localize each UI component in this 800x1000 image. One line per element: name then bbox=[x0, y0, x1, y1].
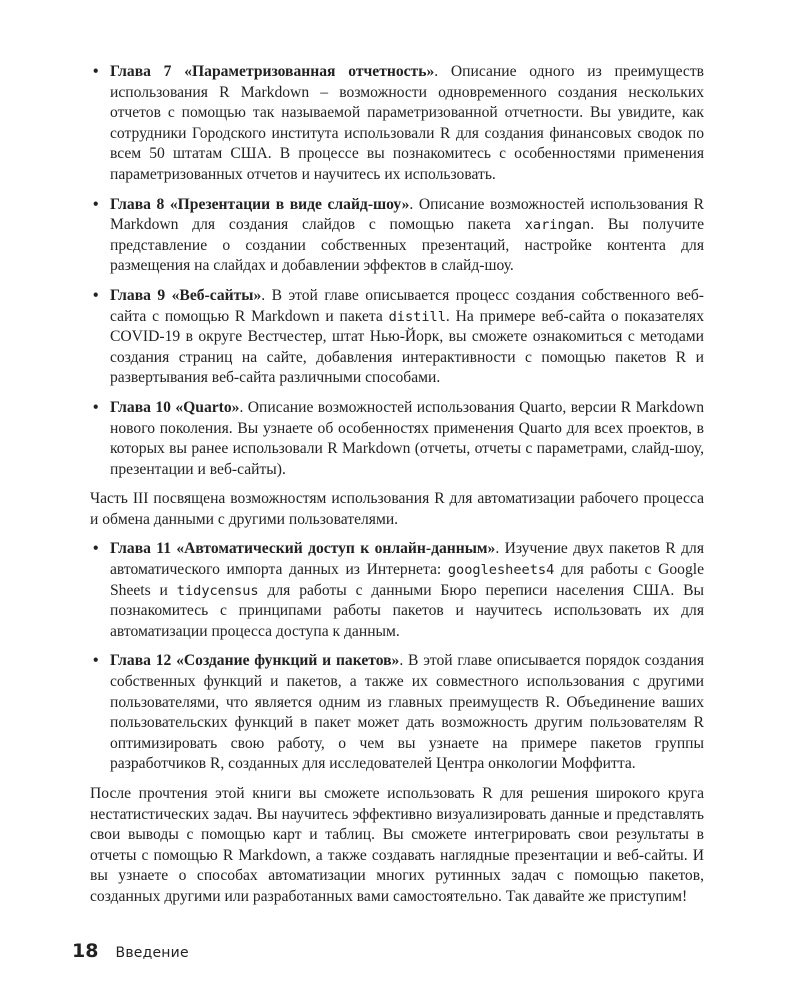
page-body bbox=[90, 62, 704, 917]
chapter-description: . Описание возможностей использования R Markdown для создания слайдов с помощью пакета bbox=[110, 195, 705, 234]
chapter-title: Глава 8 «Презентации в виде слайд-шоу» bbox=[110, 195, 410, 213]
chapter-item-12 bbox=[90, 651, 704, 775]
package-name: googlesheets4 bbox=[447, 562, 555, 579]
chapter-item-7 bbox=[90, 62, 704, 186]
chapter-description: . В этой главе описывается порядок создания собственных функций и пакетов, а также их совместного использования с другими пользователями, что является одним из главных преимуществ R. Объединение ваших пользовательских функций в пакет может дать возможность другим пользователям R оптимизировать свою работу, о чем вы узнаете на примере пакетов группы разработчиков R, созданных для исследователей Центра онкологии Моффитта. bbox=[110, 652, 704, 773]
chapter-description: для работы с Google Sheets и bbox=[110, 561, 704, 599]
running-section-title: Введение bbox=[115, 945, 189, 961]
conclusion-paragraph: После прочтения этой книги вы сможете использовать R для решения широкого круга нестатистических задач. Вы научитесь эффективно визуализировать данные и представлять свои выводы с помощью карт и таблиц. Вы сможете интегрировать свои результаты в отчеты с помощью R Markdown, а также создавать наглядные презентации и веб-сайты. И вы узнаете о способах автоматизации многих рутинных задач с помощью пакетов, созданных другими или разработанных вами самостоятельно. Так давайте же приступим! bbox=[90, 785, 704, 905]
chapter-title: Глава 7 «Параметризованная отчетность» bbox=[110, 63, 435, 80]
bullet-icon: • bbox=[93, 286, 99, 304]
chapter-list-part3 bbox=[90, 539, 704, 775]
chapter-item-10 bbox=[90, 398, 704, 480]
package-name: xaringan bbox=[524, 217, 591, 234]
chapter-description: . На примере веб-сайта о показателях COVID-19 в округе Вестчестер, штат Нью-Йорк, вы сможете ознакомиться с методами создания страниц на сайте, добавления интерактивности с помощью пакетов R и развертывания веб-сайта различными способами. bbox=[110, 307, 704, 387]
chapter-description: . Изучение двух пакетов R для автоматического импорта данных из Интернета: bbox=[110, 540, 705, 579]
chapter-title: Глава 10 «Quarto» bbox=[110, 398, 240, 416]
bullet-icon: • bbox=[93, 540, 99, 558]
package-name: distill bbox=[388, 308, 446, 325]
chapter-description: . Описание возможностей использования Quarto, версии R Markdown нового поколения. Вы узнаете об особенностях применения Quarto для всех проектов, в которых вы ранее использовали R Markdown (отчеты, отчеты с параметрами, слайд-шоу, презентации и веб-сайты). bbox=[110, 398, 704, 478]
page-footer bbox=[72, 940, 189, 962]
bullet-icon: • bbox=[93, 63, 99, 80]
chapter-description: для работы с данными Бюро переписи населения США. Вы познакомитесь с принципами работы пакетов и научитесь использовать их для автоматизации процесса доступа к данным. bbox=[110, 581, 705, 640]
chapter-title: Глава 12 «Создание функций и пакетов» bbox=[110, 652, 400, 670]
chapter-item-8 bbox=[90, 195, 704, 277]
package-name: tidycensus bbox=[176, 582, 259, 599]
bullet-icon: • bbox=[93, 195, 99, 213]
chapter-title: Глава 11 «Автоматический доступ к онлайн-данным» bbox=[110, 540, 496, 558]
part-three-intro: Часть III посвящена возможностям использования R для автоматизации рабочего процесса и обмена данными с другими пользователями. bbox=[90, 490, 704, 528]
page-number: 18 bbox=[72, 940, 99, 962]
bullet-icon: • bbox=[93, 398, 99, 416]
chapter-description: . В этой главе описывается процесс создания собственного веб-сайта с помощью R Markdown и пакета bbox=[110, 286, 704, 325]
chapter-description: . Вы получите представление о создании собственных презентаций, настройке контента для размещения на слайдах и добавлении эффектов в слайд-шоу. bbox=[110, 216, 704, 275]
chapter-item-9 bbox=[90, 286, 704, 389]
chapter-description: . Описание одного из преимуществ использования R Markdown – возможности одновременного создания нескольких отчетов с помощью так называемой параметризованной отчетности. Вы увидите, как сотрудники Городского института использовали R для создания финансовых сводок по всем 50 штатам США. В процессе вы познакомитесь с особенностями применения параметризованных отчетов и научитесь их использовать. bbox=[110, 63, 704, 183]
chapter-title: Глава 9 «Веб-сайты» bbox=[110, 286, 262, 304]
chapter-item-11 bbox=[90, 539, 704, 642]
bullet-icon: • bbox=[93, 652, 99, 670]
chapter-list-part2 bbox=[90, 62, 704, 480]
